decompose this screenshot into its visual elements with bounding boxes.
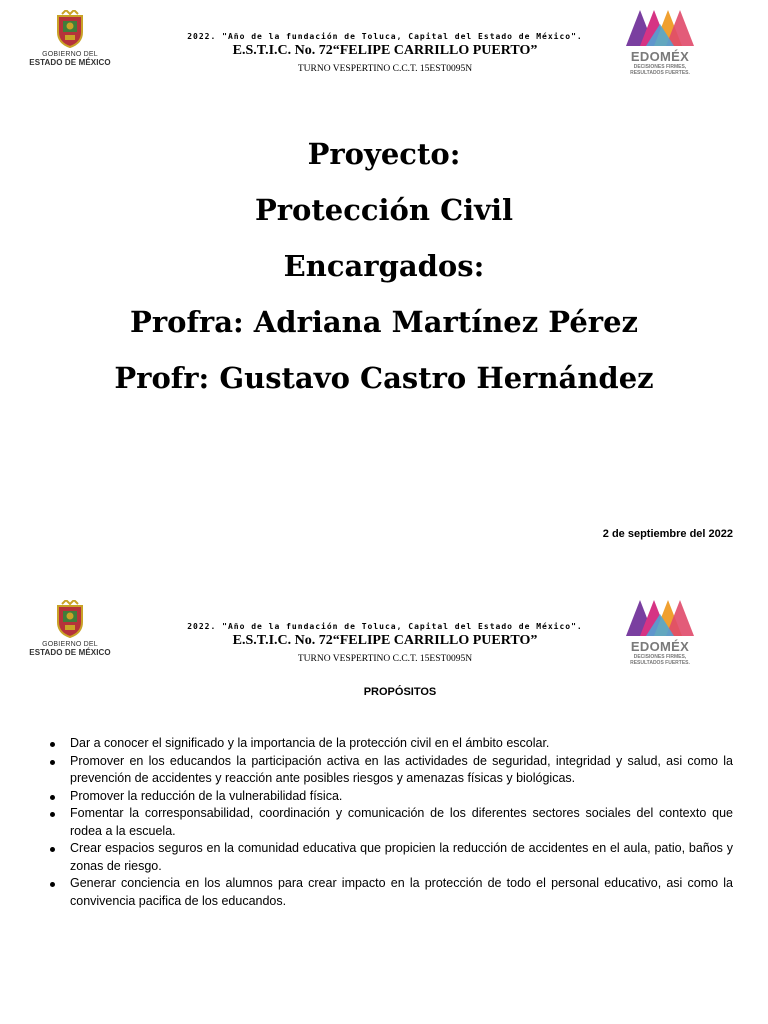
gov-line-2: ESTADO DE MÉXICO bbox=[29, 58, 111, 67]
page-header bbox=[0, 590, 768, 680]
gobierno-logo bbox=[24, 600, 116, 657]
bullet-icon bbox=[50, 812, 55, 817]
purposes-page bbox=[0, 590, 768, 1024]
header-motto: 2022. "Año de la fundación de Toluca, Capital del Estado de México". bbox=[187, 622, 583, 631]
list-item-text: Crear espacios seguros en la comunidad educativa que propicien la reducción de accidentes en el aula, patio, baños y zonas de riesgo. bbox=[70, 841, 733, 873]
edomex-logo bbox=[622, 596, 698, 666]
header-motto: 2022. "Año de la fundación de Toluca, Capital del Estado de México". bbox=[187, 32, 583, 41]
bullet-icon bbox=[50, 847, 55, 852]
school-shift: TURNO VESPERTINO C.C.T. 15EST0095N bbox=[297, 64, 473, 74]
bullet-icon bbox=[50, 742, 55, 747]
list-item bbox=[50, 805, 733, 840]
gov-line-1: GOBIERNO DEL bbox=[42, 641, 98, 648]
edomex-tagline-1: DECISIONES FIRMES, bbox=[633, 64, 687, 70]
bullet-icon bbox=[50, 760, 55, 765]
bullet-icon bbox=[50, 882, 55, 887]
purposes-list bbox=[50, 735, 733, 910]
purposes-heading: PROPÓSITOS bbox=[363, 686, 437, 698]
list-item bbox=[50, 875, 733, 910]
list-item-text: Fomentar la corresponsabilidad, coordinación y comunicación de los diferentes sectores sociales del contexto que rodea a la escuela. bbox=[70, 806, 733, 838]
edomex-mark-icon bbox=[622, 6, 698, 46]
coat-of-arms-icon bbox=[52, 10, 88, 48]
list-item-text: Dar a conocer el significado y la importancia de la protección civil en el ámbito escolar. bbox=[70, 736, 550, 750]
bullet-icon bbox=[50, 795, 55, 800]
school-shift: TURNO VESPERTINO C.C.T. 15EST0095N bbox=[297, 654, 473, 664]
list-item bbox=[50, 788, 733, 806]
gov-line-2: ESTADO DE MÉXICO bbox=[29, 648, 111, 657]
edomex-tagline-1: DECISIONES FIRMES, bbox=[633, 654, 687, 660]
page-header bbox=[0, 0, 768, 90]
list-item-text: Generar conciencia en los alumnos para crear impacto en la protección de todo el personal educativo, asi como la convivencia pacifica de los educandos. bbox=[70, 876, 733, 908]
edomex-wordmark: EDOMÉX bbox=[630, 639, 690, 654]
cover-title-block bbox=[0, 130, 768, 410]
edomex-wordmark: EDOMÉX bbox=[630, 49, 690, 64]
list-item bbox=[50, 735, 733, 753]
document-date: 2 de septiembre del 2022 bbox=[602, 528, 733, 540]
list-item-text: Promover la reducción de la vulnerabilidad física. bbox=[70, 788, 343, 803]
cover-line-project-label: Proyecto: bbox=[307, 137, 461, 171]
edomex-tagline-2: RESULTADOS FUERTES. bbox=[630, 70, 690, 76]
cover-line-managers-label: Encargados: bbox=[283, 249, 485, 283]
cover-line-project-name: Protección Civil bbox=[254, 193, 514, 227]
edomex-logo bbox=[622, 6, 698, 76]
list-item bbox=[50, 753, 733, 788]
list-item-text: Promover en los educandos la participación activa en las actividades de seguridad, integridad y salud, asi como la prevención de accidentes y reacción ante posibles riesgos y amenazas físicas y biológicas. bbox=[70, 753, 733, 785]
coat-of-arms-icon bbox=[52, 600, 88, 638]
edomex-mark-icon bbox=[622, 596, 698, 636]
school-name: E.S.T.I.C. No. 72“FELIPE CARRILLO PUERTO” bbox=[232, 43, 538, 58]
cover-line-manager-2: Profr: Gustavo Castro Hernández bbox=[114, 361, 654, 395]
list-item bbox=[50, 840, 733, 875]
edomex-tagline-2: RESULTADOS FUERTES. bbox=[630, 660, 690, 666]
school-name: E.S.T.I.C. No. 72“FELIPE CARRILLO PUERTO” bbox=[232, 633, 538, 648]
cover-line-manager-1: Profra: Adriana Martínez Pérez bbox=[130, 305, 638, 339]
gov-line-1: GOBIERNO DEL bbox=[42, 51, 98, 58]
gobierno-logo bbox=[24, 10, 116, 67]
